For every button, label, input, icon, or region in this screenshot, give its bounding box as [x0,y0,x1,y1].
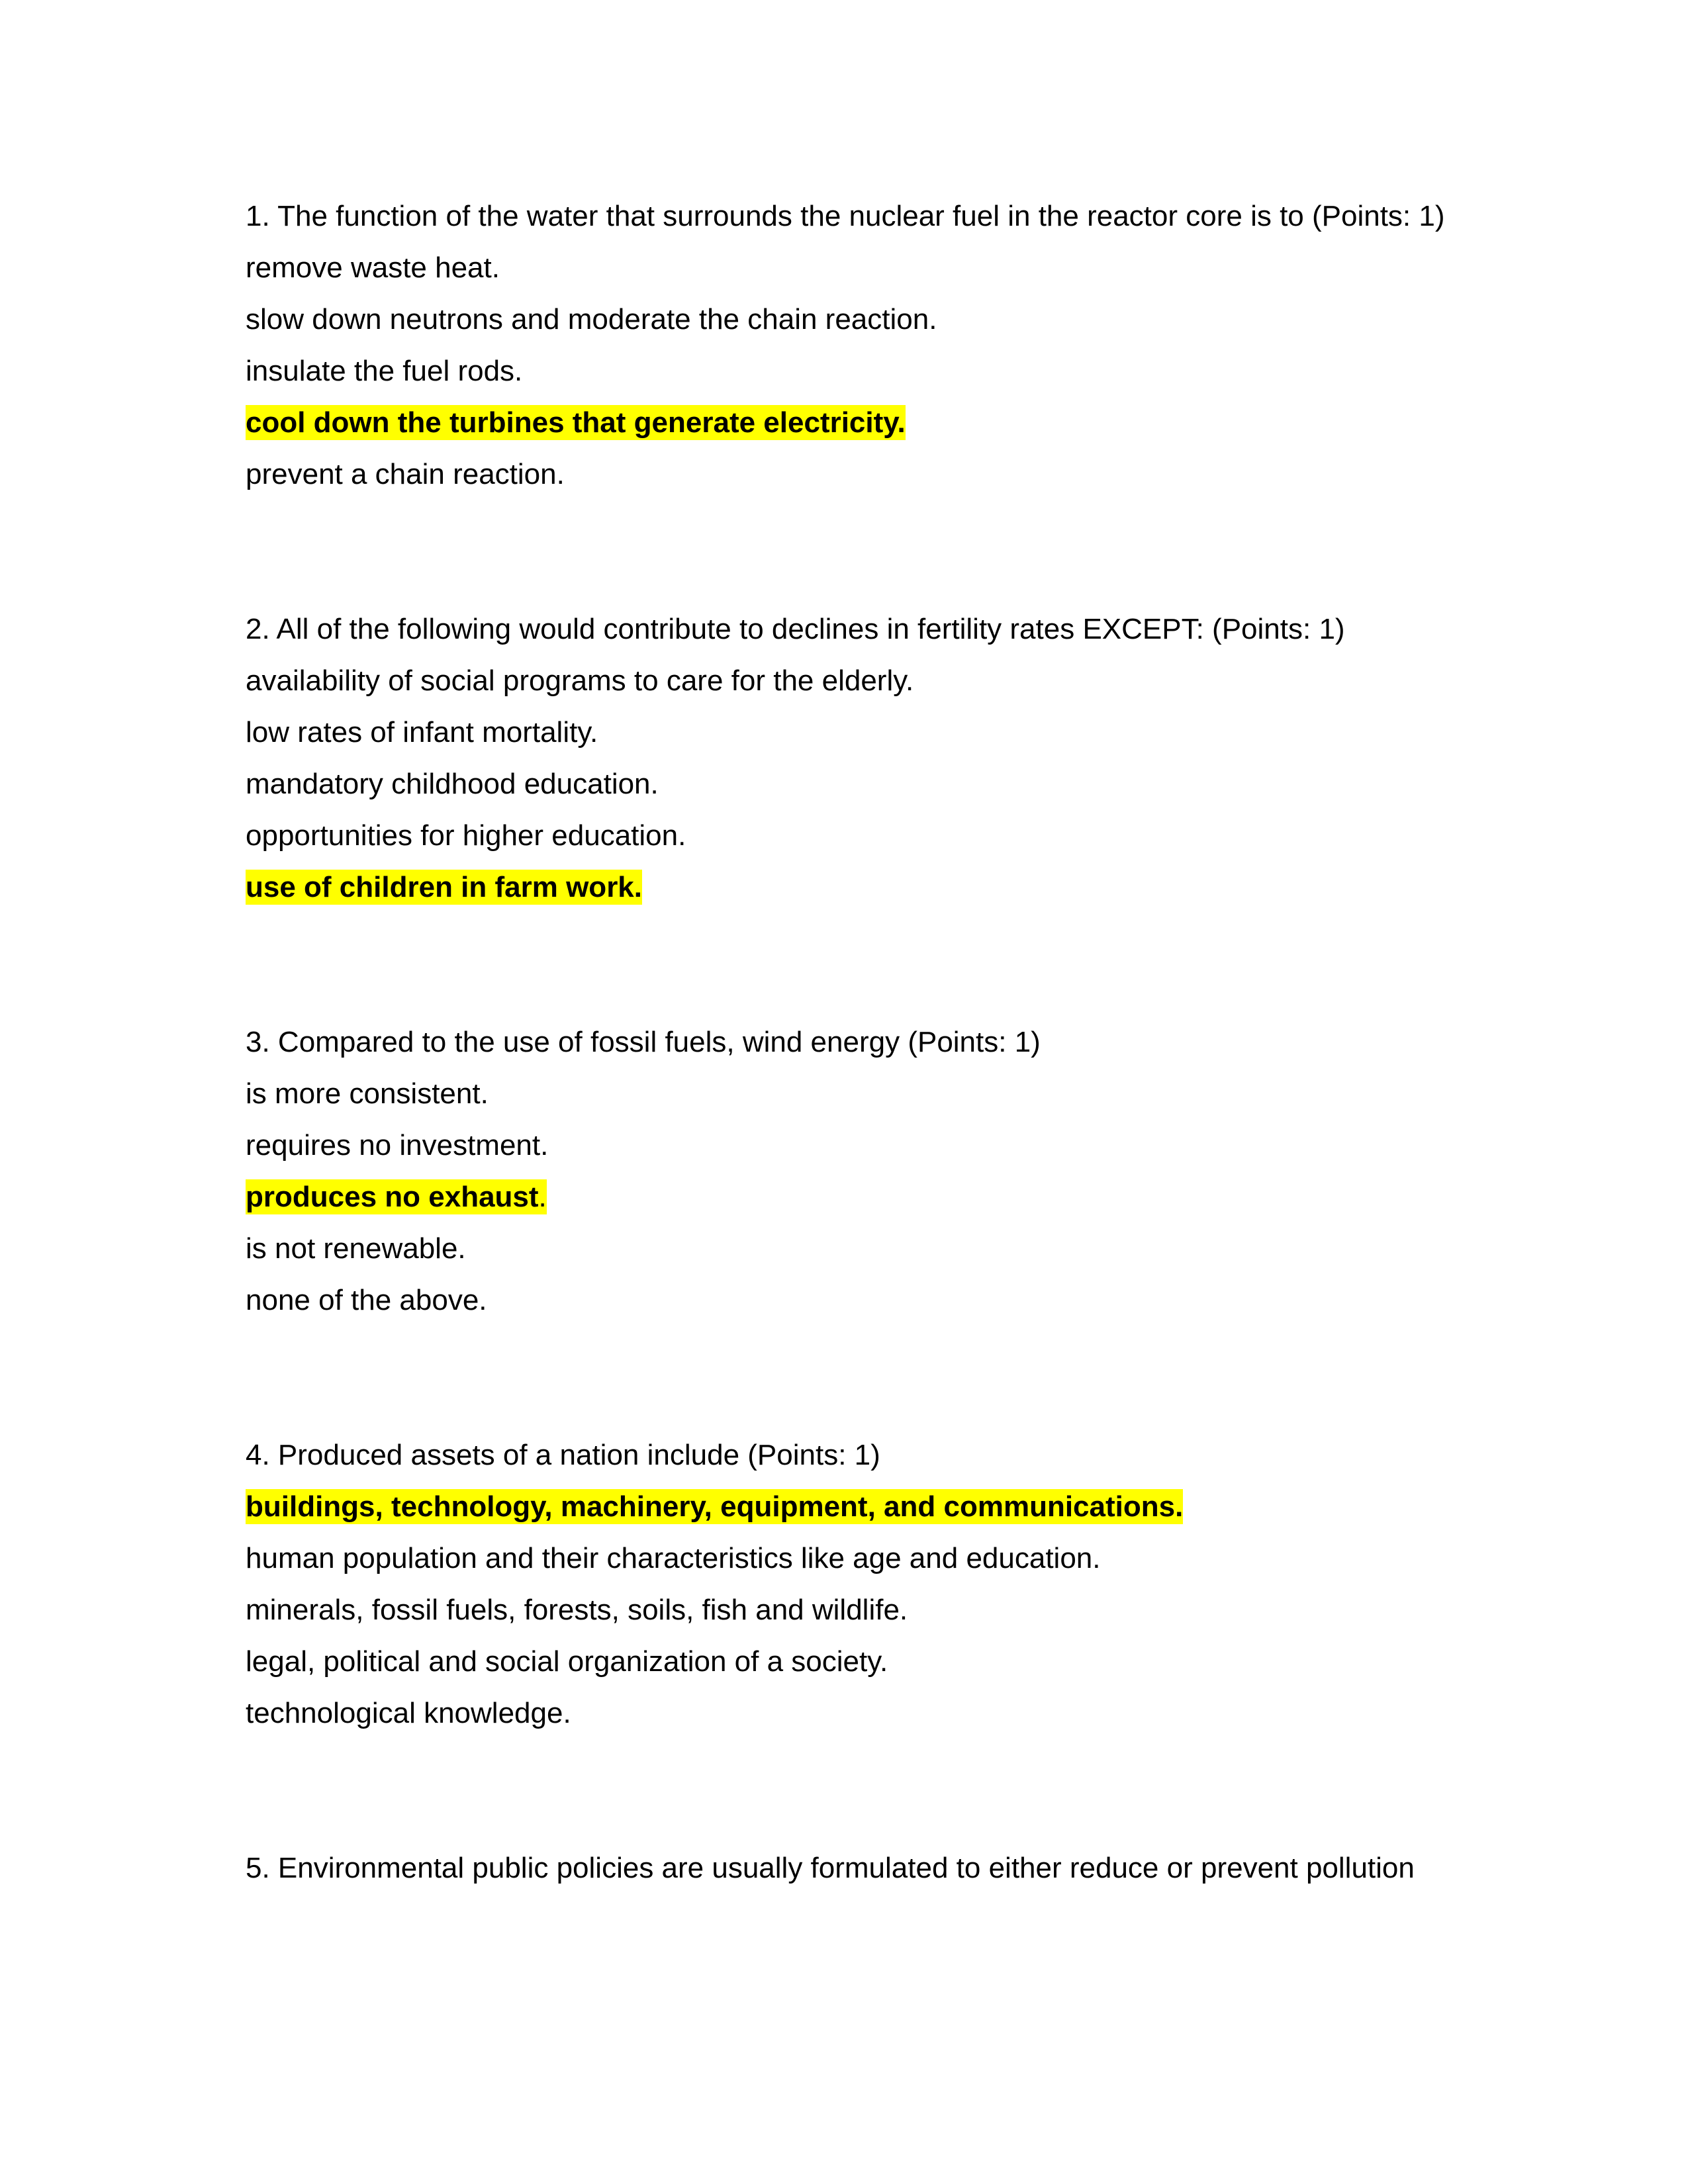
answer-option [246,655,1457,707]
question-stem: 1. The function of the water that surrounds the nuclear fuel in the reactor core is to (Points: 1) [246,200,1445,232]
option-text: prevent a chain reaction. [246,458,565,490]
answer-option [246,707,1457,758]
answer-option [246,1068,1457,1120]
question-2 [246,604,1457,913]
option-text: mandatory childhood education. [246,768,659,800]
answer-option [246,1533,1457,1584]
highlighted-answer: buildings, technology, machinery, equipment, and communications. [246,1490,1184,1523]
question-5 [246,1843,1457,1894]
question-stem: 4. Produced assets of a nation include (Points: 1) [246,1439,880,1471]
option-text: is not renewable. [246,1232,466,1265]
answer-option [246,1584,1457,1636]
option-text: remove waste heat. [246,251,500,284]
option-text: requires no investment. [246,1129,549,1161]
question-stem: 2. All of the following would contribute to declines in fertility rates EXCEPT: (Points: 1) [246,613,1345,645]
option-text: slow down neutrons and moderate the chain reaction. [246,303,937,336]
highlighted-answer [246,1179,547,1214]
question-stem: 3. Compared to the use of fossil fuels, wind energy (Points: 1) [246,1026,1041,1058]
option-text: is more consistent. [246,1077,489,1110]
highlighted-answer: cool down the turbines that generate electricity. [246,406,906,439]
option-text: insulate the fuel rods. [246,355,523,387]
answer-option [246,1223,1457,1275]
answer-option [246,1636,1457,1688]
option-text: legal, political and social organization of a society. [246,1645,888,1678]
document-page [246,191,1457,1997]
answer-option [246,1120,1457,1171]
answer-option [246,242,1457,294]
answer-option-highlighted [246,397,1457,449]
option-text: opportunities for higher education. [246,819,686,852]
question-3 [246,1017,1457,1326]
answer-option-highlighted [246,1171,1457,1223]
option-text: human population and their characteristics like age and education. [246,1542,1101,1574]
highlighted-answer-bold: produces no exhaust [246,1181,539,1213]
highlighted-answer-period: . [538,1181,547,1213]
option-text: none of the above. [246,1284,487,1316]
option-text: low rates of infant mortality. [246,716,598,749]
option-text: minerals, fossil fuels, forests, soils, fish and wildlife. [246,1594,908,1626]
answer-option [246,449,1457,500]
answer-option-highlighted [246,862,1457,913]
answer-option [246,1275,1457,1326]
option-text: availability of social programs to care for the elderly. [246,664,914,697]
answer-option [246,758,1457,810]
answer-option [246,345,1457,397]
question-4 [246,1430,1457,1739]
answer-option [246,1688,1457,1739]
answer-option-highlighted [246,1481,1457,1533]
question-1 [246,191,1457,500]
answer-option [246,294,1457,345]
highlighted-answer: use of children in farm work. [246,871,643,903]
question-stem: 5. Environmental public policies are usually formulated to either reduce or prevent pollution [246,1852,1415,1884]
answer-option [246,810,1457,862]
option-text: technological knowledge. [246,1697,571,1729]
